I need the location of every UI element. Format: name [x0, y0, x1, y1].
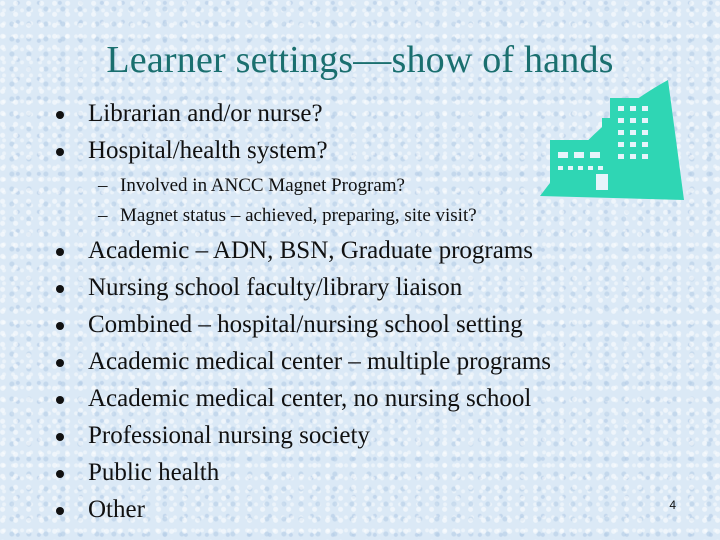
- bullet-dot: [56, 322, 64, 330]
- sub-bullet-text: Magnet status – achieved, preparing, site visit?: [120, 205, 477, 226]
- bullet-dot: [56, 285, 64, 293]
- sub-bullet-marker: –: [98, 205, 108, 226]
- bullet-text: Librarian and/or nurse?: [88, 100, 323, 127]
- bullet-dot: [56, 433, 64, 441]
- bullet-text: Academic medical center – multiple programs: [88, 348, 552, 375]
- sub-bullet-marker: –: [98, 175, 108, 196]
- bullet-text: Academic – ADN, BSN, Graduate programs: [88, 237, 534, 264]
- bullet-text: Other: [88, 496, 145, 523]
- bullet-dot: [56, 359, 64, 367]
- bullet-dot: [56, 396, 64, 404]
- sub-bullet-text: Involved in ANCC Magnet Program?: [120, 175, 405, 196]
- bullet-text: Nursing school faculty/library liaison: [88, 274, 463, 301]
- slide-title: Learner settings—show of hands: [106, 39, 614, 81]
- bullet-text: Combined – hospital/nursing school setting: [88, 311, 523, 338]
- bullet-text: Hospital/health system?: [88, 137, 328, 164]
- bullet-text: Professional nursing society: [88, 422, 370, 449]
- page-number: 4: [669, 498, 676, 512]
- bullet-dot: [56, 507, 64, 515]
- bullet-text: Public health: [88, 459, 220, 486]
- bullet-text: Academic medical center, no nursing school: [88, 385, 532, 412]
- bullet-dot: [56, 470, 64, 478]
- bullet-dot: [56, 248, 64, 256]
- bullet-dot: [56, 148, 64, 156]
- bullet-dot: [56, 111, 64, 119]
